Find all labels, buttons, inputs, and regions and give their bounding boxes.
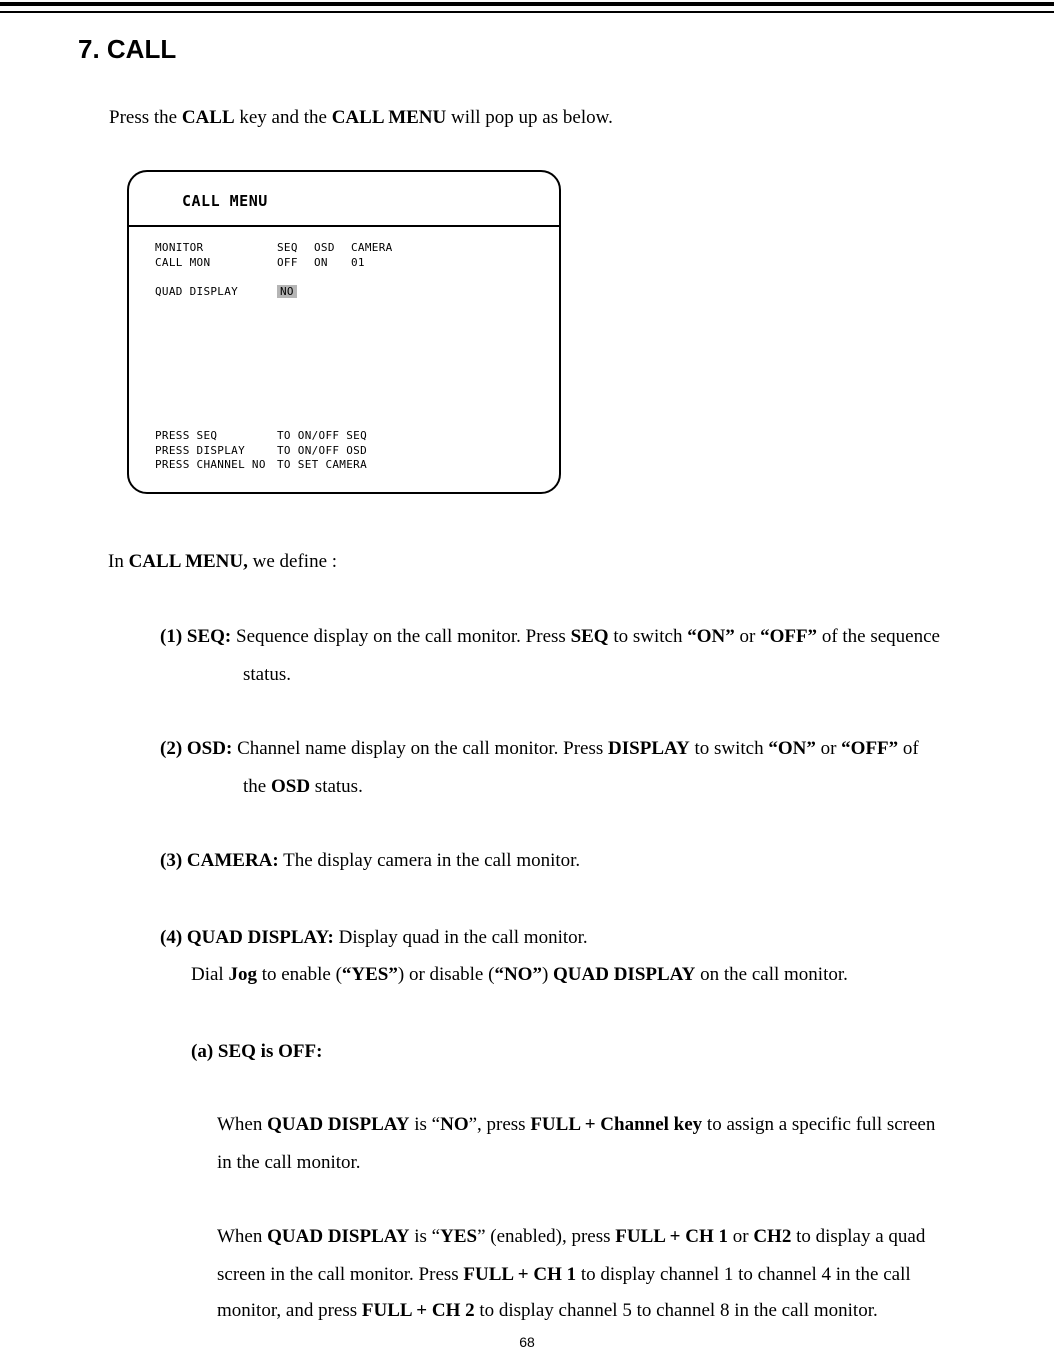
menu-monitor-label: MONITOR (155, 241, 204, 254)
call-menu-screen (127, 170, 561, 494)
item-osd-line1: (2) OSD: Channel name display on the call monitor. Press DISPLAY to switch “ON” or “OFF” of (160, 738, 919, 759)
menu-help-action: TO SET CAMERA (277, 458, 367, 471)
sub-heading-seq-off: (a) SEQ is OFF: (191, 1041, 323, 1062)
menu-help-key: PRESS DISPLAY (155, 444, 245, 457)
menu-help-action: TO ON/OFF SEQ (277, 429, 367, 442)
sub-a-p1-line1: When QUAD DISPLAY is “NO”, press FULL + Channel key to assign a specific full screen (217, 1114, 936, 1135)
menu-osd-value: ON (314, 256, 328, 269)
item-camera: (3) CAMERA: The display camera in the call monitor. (160, 850, 581, 871)
top-rule-thick (0, 2, 1054, 6)
menu-help-action: TO ON/OFF OSD (277, 444, 367, 457)
menu-col-osd: OSD (314, 241, 335, 254)
item-seq-line2: status. (243, 664, 292, 685)
sub-a-p2-line3: monitor, and press FULL + CH 2 to display channel 5 to channel 8 in the call monitor. (217, 1300, 878, 1321)
item-osd-line2: the OSD status. (243, 776, 363, 797)
menu-quad-label: QUAD DISPLAY (155, 285, 239, 298)
menu-title-divider (129, 225, 559, 227)
menu-col-camera: CAMERA (351, 241, 393, 254)
sub-a-p1-line2: in the call monitor. (217, 1152, 361, 1173)
menu-col-seq: SEQ (277, 241, 298, 254)
menu-camera-value: 01 (351, 256, 365, 269)
intro-paragraph: Press the CALL key and the CALL MENU will pop up as below. (109, 107, 613, 128)
menu-call-mon-label: CALL MON (155, 256, 211, 269)
sub-a-p2-line2: screen in the call monitor. Press FULL + CH 1 to display channel 1 to channel 4 in the call (217, 1264, 911, 1285)
sub-a-p2-line1: When QUAD DISPLAY is “YES” (enabled), press FULL + CH 1 or CH2 to display a quad (217, 1226, 926, 1247)
menu-title: CALL MENU (182, 192, 268, 210)
menu-help-key: PRESS CHANNEL NO (155, 458, 266, 471)
item-seq-line1: (1) SEQ: Sequence display on the call monitor. Press SEQ to switch “ON” or “OFF” of the sequence (160, 626, 940, 647)
menu-seq-value: OFF (277, 256, 298, 269)
item-quad-line2: Dial Jog to enable (“YES”) or disable (“NO”) QUAD DISPLAY on the call monitor. (191, 964, 848, 985)
menu-help-key: PRESS SEQ (155, 429, 218, 442)
page-number: 68 (519, 1334, 535, 1350)
item-quad-line1: (4) QUAD DISPLAY: Display quad in the call monitor. (160, 927, 588, 948)
section-title: 7. CALL (78, 34, 177, 64)
menu-quad-value: NO (277, 286, 297, 298)
top-rule-thin (0, 11, 1054, 13)
define-paragraph: In CALL MENU, we define : (108, 551, 338, 572)
